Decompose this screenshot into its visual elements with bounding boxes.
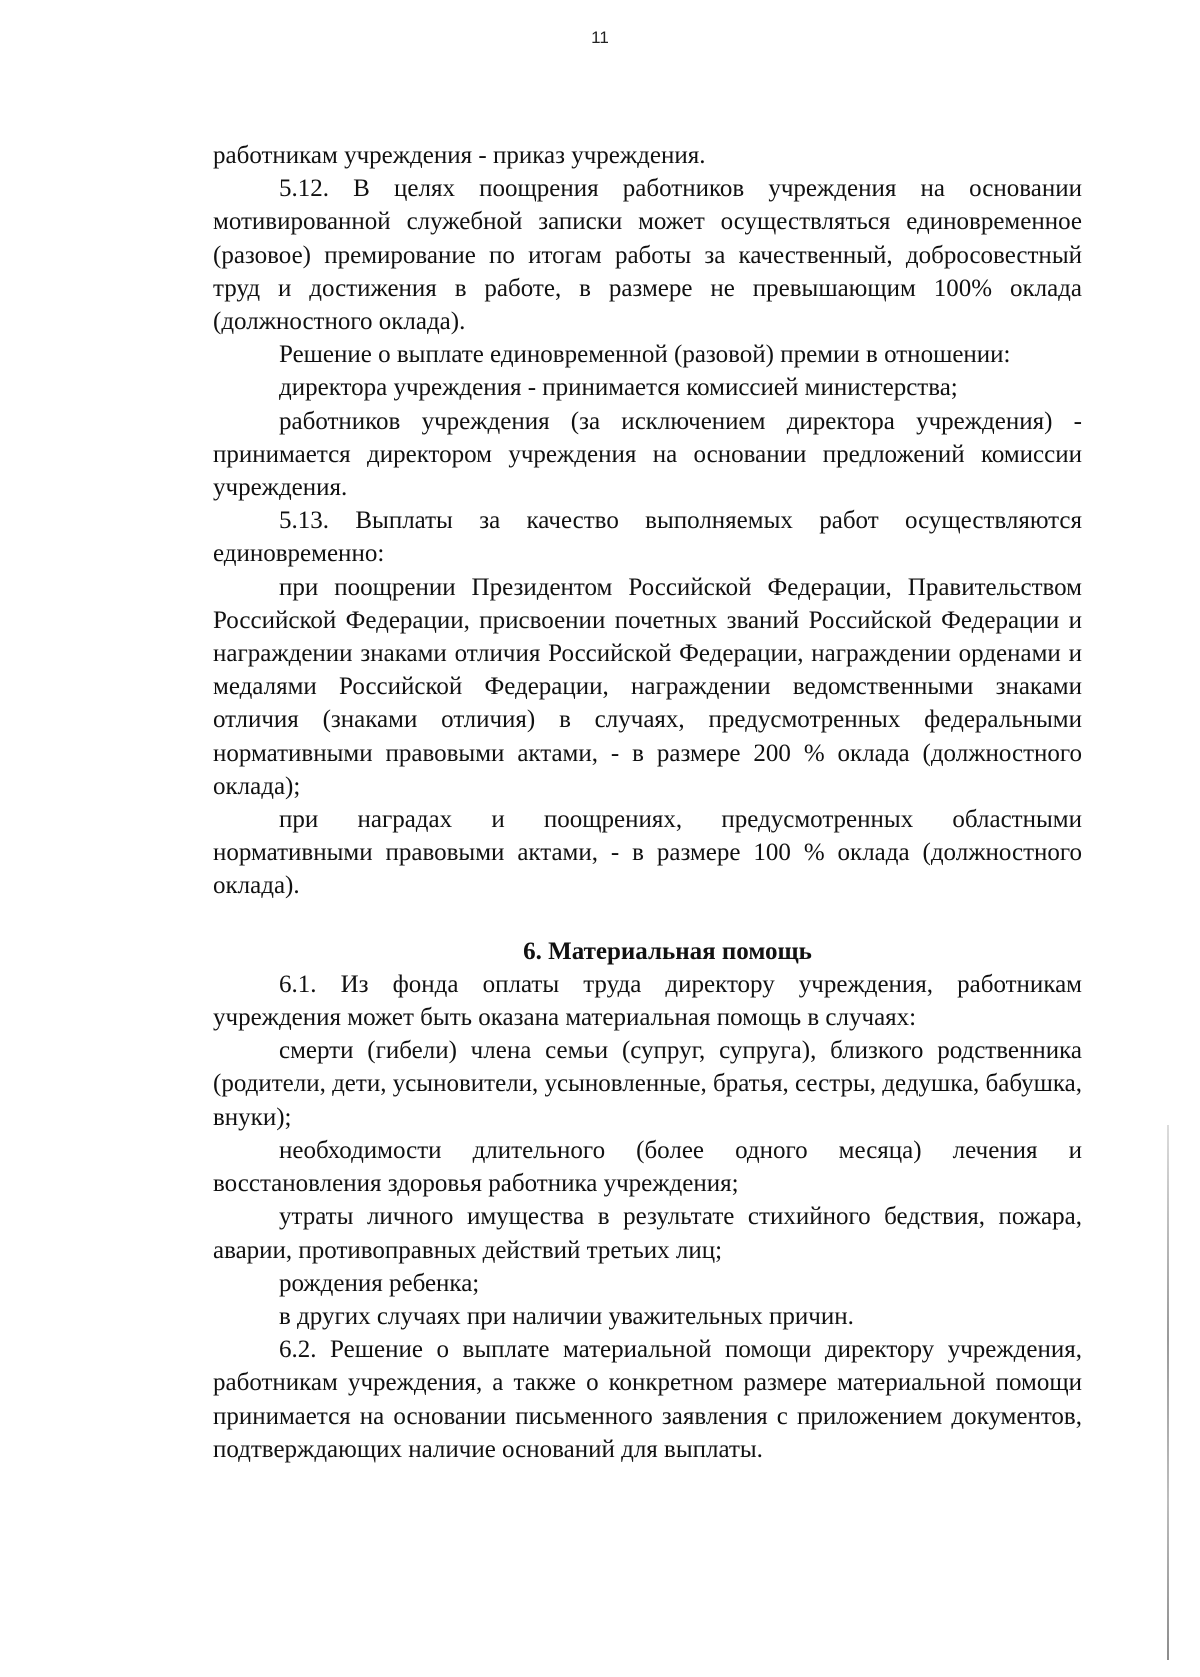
paragraph-5-12: 5.12. В целях поощрения работников учреждения на основании мотивированной служебной записки может осуществляться единовременное (разовое) премирование по итогам работы за качественный, добросовестный труд и достижения в работе, в размере не превышающим 100% оклада (должностного оклада). — [213, 175, 1082, 336]
paragraph-death-case: смерти (гибели) члена семьи (супруг, супруга), близкого родственника (родители, дети, усыновители, усыновленные, братья, сестры, дедушка, бабушка, внуки); — [213, 1037, 1083, 1131]
paragraph-regional-awards: при наградах и поощрениях, предусмотренных областными нормативными правовыми актами, - в размере 100 % оклада (должностного оклада). — [213, 806, 1082, 900]
paragraph-other-cases: в других случаях при наличии уважительных причин. — [279, 1302, 854, 1330]
paragraph-bonus-decision: Решение о выплате единовременной (разовой) премии в отношении: — [279, 341, 1011, 369]
paragraph-employees-bonus: работников учреждения (за исключением директора учреждения) - принимается директором учреждения на основании предложений комиссии учреждения. — [213, 407, 1082, 502]
paragraph-6-2: 6.2. Решение о выплате материальной помощи директору учреждения, работникам учреждения, а также о конкретном размере материальной помощи принимается на основании письменного заявления с приложением документов, подтверждающих наличие оснований для выплаты. — [213, 1336, 1082, 1463]
section-heading: 6. Материальная помощь — [523, 937, 812, 965]
scan-edge-shadow — [1167, 1125, 1169, 1660]
paragraph-treatment-case: необходимости длительного (более одного месяца) лечения и восстановления здоровья работника учреждения; — [213, 1136, 1082, 1198]
paragraph-childbirth-case: рождения ребенка; — [279, 1269, 480, 1297]
paragraph-director-bonus: директора учреждения - принимается комиссией министерства; — [279, 374, 958, 402]
paragraph-continuation: работникам учреждения - приказ учреждения. — [213, 142, 706, 169]
paragraph-federal-awards: при поощрении Президентом Российской Федерации, Правительством Российской Федерации, присвоении почетных званий Российской Федерации и награждении знаками отличия Российской Федерации, награждении орденами и медалями Российской Федерации, награждении ведомственными знаками отличия (знаками отличия) в случаях, предусмотренных федеральными нормативными правовыми актами, - в размере 200 % оклада (должностного оклада); — [213, 573, 1082, 800]
page-number: 11 — [591, 28, 609, 47]
document-body — [213, 139, 1082, 1466]
paragraph-6-1: 6.1. Из фонда оплаты труда директору учреждения, работникам учреждения может быть оказана материальная помощь в случаях: — [213, 970, 1082, 1032]
paragraph-property-loss-case: утраты личного имущества в результате стихийного бедствия, пожара, аварии, противоправных действий третьих лиц; — [213, 1203, 1082, 1264]
paragraph-5-13: 5.13. Выплаты за качество выполняемых работ осуществляются единовременно: — [213, 507, 1082, 568]
